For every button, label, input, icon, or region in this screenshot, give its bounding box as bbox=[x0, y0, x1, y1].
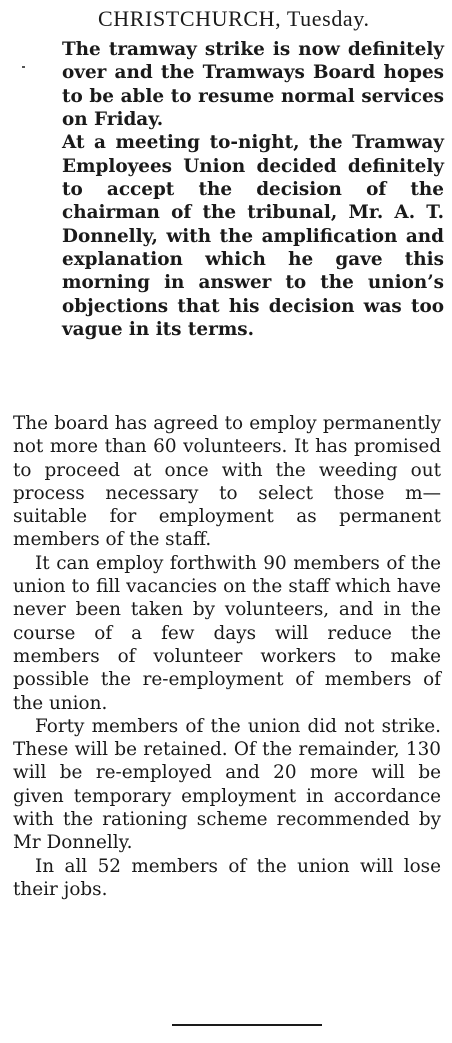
body-paragraph-2: It can employ forthwith 90 members of the union to fill vacancies on the staff which have never been taken by volunteers, and in the course of a few days will reduce the members of volunteer workers to make possible the re-employment of members of the union. bbox=[13, 552, 441, 714]
body-section bbox=[13, 412, 441, 901]
lead-section bbox=[62, 38, 444, 341]
end-rule bbox=[172, 1024, 322, 1026]
lead-paragraph-2: At a meeting to-night, the Tramway Employees Union decided definitely to accept the decision of the chairman of the tribunal, Mr. A. T. Donnelly, with the amplification and explanation which he gave this morning in answer to the union’s objections that his decision was too vague in its terms. bbox=[62, 132, 444, 341]
body-paragraph-1: The board has agreed to employ permanently not more than 60 volunteers. It has promised to proceed at once with the weeding out process necessary to select those m— suitable for employment as permanent members of the staff. bbox=[13, 413, 441, 551]
lead-paragraph-1: The tramway strike is now definitely over and the Tramways Board hopes to be able to resume normal services on Friday. bbox=[62, 39, 444, 131]
print-speck bbox=[22, 66, 25, 68]
body-paragraph-3: Forty members of the union did not strike. These will be retained. Of the remainder, 130 will be re-employed and 20 more will be given temporary employment in accordance with the rationing scheme recommended by Mr Donnelly. bbox=[13, 715, 441, 854]
body-paragraph-4: In all 52 members of the union will lose their jobs. bbox=[13, 855, 441, 900]
dateline: CHRISTCHURCH, Tuesday. bbox=[98, 6, 370, 31]
